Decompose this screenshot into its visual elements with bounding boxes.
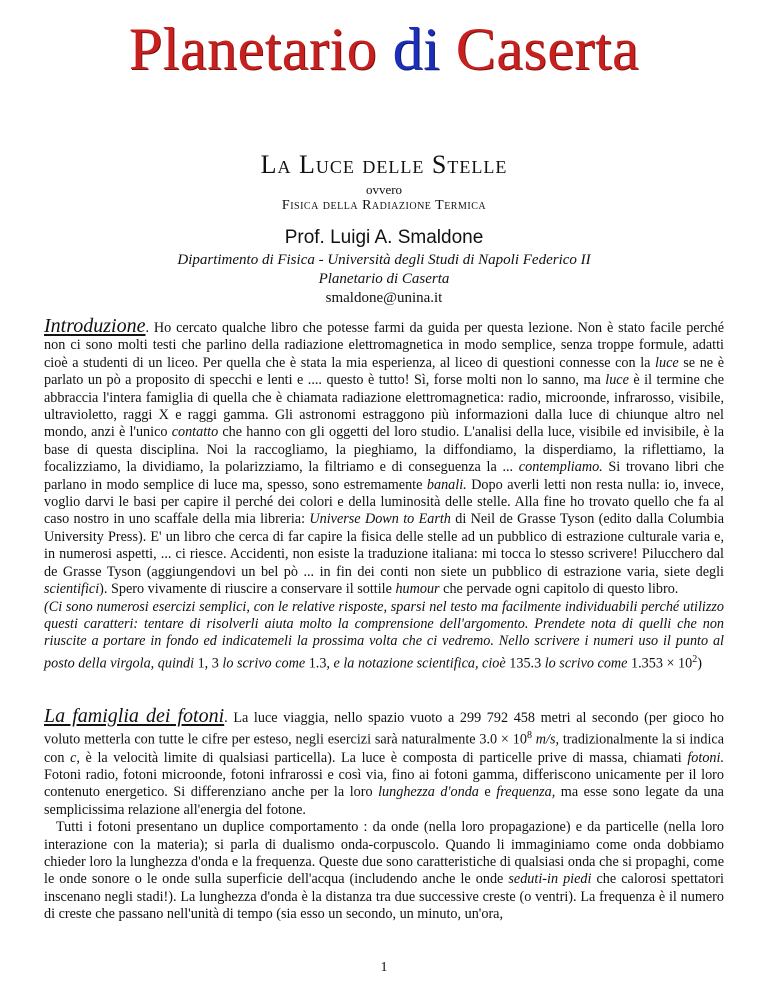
title-connector: ovvero xyxy=(365,182,403,197)
fotoni-paragraph-1 xyxy=(44,705,725,819)
author-name: Prof. Luigi A. Smaldone xyxy=(284,227,484,248)
fotoni-emph: lunghezza d'onda xyxy=(378,784,479,801)
fotoni-text: ma esse sono legate da una semplicissima relazione all'energia del fotone. xyxy=(44,784,724,818)
intro-text: è il termine che abbraccia l'intera famiglia di quella che è chiamata radiazione elettromagnetica: radio, microonde, infrarosso, visibile, ultravioletto, raggi X e raggi gamma. Gli astronomi estraggono più informazioni dalla luce di chiunque altro nel mondo, anzi è l'unico xyxy=(44,372,724,441)
intro-text: che hanno con gli oggetti del loro studio. L'analisi della luce, visibile ed invisibile, è la base di questa disciplina. Noi la raccogliamo, la pieghiamo, la diffondiamo, la disperdiamo, la riflettiamo, la focalizziamo, la dividiamo, la polarizziamo, la filtriamo e di conseguenza la ... xyxy=(44,424,724,476)
affiliation-institution: Planetario di Caserta xyxy=(318,271,450,287)
fotoni-paragraph-2 xyxy=(44,819,724,923)
fotoni-emph: seduti-in piedi xyxy=(508,871,592,888)
exercise-text: lo scrivo come xyxy=(218,655,309,672)
exercise-number: 1.353 × 10 xyxy=(631,655,693,672)
exercise-number: 1, 3 xyxy=(197,655,219,672)
author-email: smaldone@unina.it xyxy=(325,290,443,306)
paper-title: La Luce delle Stelle xyxy=(260,150,508,179)
fotoni-text: Fotoni radio, fotoni microonde, fotoni infrarossi e così via, fino ai fotoni gamma, differiscono unicamente per il loro contenuto energetico. Si differenziano anche per la loro xyxy=(44,766,724,801)
intro-text: . Ho cercato qualche libro che potesse farmi da guida per questa lezione. Non è stato facile perché non ci sono molti testi che parlino della radiazione elettromagnetica in modo semplice, senza troppe formule, adatti cioè a studenti di un liceo. Per quella che è stata la mia esperienza, al liceo di questioni connesse con la xyxy=(44,320,724,371)
logo-word-di: di xyxy=(392,16,441,82)
exercise-number: 135.3 xyxy=(509,655,542,672)
intro-emph: humour xyxy=(395,581,440,598)
exercise-note xyxy=(44,599,724,673)
intro-text: Dopo averli letti non resta nulla: io, invece, voglio darvi le basi per capire il perché dei colori e della luminosità delle stelle. Alla fine ho trovato quello che fa al caso nostro in uno scaffale della mia libreria: xyxy=(44,476,724,528)
fotoni-emph: fotoni. xyxy=(687,749,724,766)
exercise-text: ) xyxy=(697,655,702,672)
intro-emph: banali. xyxy=(426,476,467,493)
intro-text: se ne è parlato un pò a proposito di specchi e lenti e .... questo è tutto! Sì, forse molti non lo sanno, ma xyxy=(44,354,724,389)
exercise-text: lo scrivo come xyxy=(541,655,632,672)
logo-word-caserta: Caserta xyxy=(440,16,640,82)
intro-emph: luce xyxy=(605,372,629,389)
exercise-text: (Ci sono numerosi esercizi semplici, con le relative risposte, sparsi nel testo ma facilmente individuabili perché utilizzo questi caratteri: tentare di risolverli aiuta molto la comprensione dell'argomento. Prendete nota di quelli che non riuscite a portare in fondo ed indicatemeli la prossima volta che ci vedremo. Nello scrivere i numeri uso il punto al posto della virgola, quindi xyxy=(44,598,724,672)
fotoni-text: che calorosi spettatori inscenano negli stadi!). La lunghezza d'onda è la distanza tra due successive creste (o ventri). La frequenza è il numero di creste che passano nell'unità di tempo (sia esso un secondo, un minuto, un'ora, xyxy=(44,871,724,923)
fotoni-text: , tradizionalmente la si indica con xyxy=(44,732,725,766)
fotoni-exponent: 8 xyxy=(526,730,532,742)
intro-text: Si trovano libri che parlano in modo semplice di luce ma, spesso, sono estremamente xyxy=(44,459,724,493)
planetario-logo xyxy=(0,16,768,82)
logo-word-planetario: Planetario xyxy=(128,16,393,82)
intro-paragraph xyxy=(44,315,725,599)
page-number: 1 xyxy=(380,960,388,975)
exercise-text: , e la notazione scientifica, cioè xyxy=(326,655,510,672)
exercise-number: 1.3 xyxy=(308,655,327,672)
intro-emph: contatto xyxy=(171,424,219,441)
fotoni-text: e xyxy=(478,784,497,801)
intro-emph: luce xyxy=(655,354,679,371)
section-heading-introduzione: Introduzione xyxy=(44,315,146,337)
intro-emph: contempliamo. xyxy=(518,459,603,476)
paper-subtitle: Fisica della Radiazione Termica xyxy=(281,198,487,213)
fotoni-variable: c xyxy=(70,749,77,766)
intro-text: ). Spero vivamente di riuscire a conservare il sottile xyxy=(99,581,396,598)
section-heading-fotoni: La famiglia dei fotoni xyxy=(44,705,225,727)
fotoni-text: . La luce viaggia, nello spazio vuoto a 299 792 458 metri al secondo (per gioco ho voluto metterla con tutte le cifre per esteso, negli esercizi sarà naturalmente 3.0 × 10 xyxy=(44,710,724,749)
fotoni-text: , è la velocità limite di qualsiasi particella). La luce è composta di particelle prive di massa, chiamati xyxy=(76,749,688,766)
section-famiglia-fotoni xyxy=(44,705,725,924)
intro-text: che pervade ogni capitolo di questo libro. xyxy=(439,581,679,598)
intro-emph: scientifici xyxy=(44,581,100,598)
book-title: Universe Down to Earth xyxy=(309,511,451,528)
fotoni-emph: frequenza, xyxy=(496,784,556,801)
intro-text: di Neil de Grasse Tyson (edito dalla Columbia University Press). E' un libro che cerca di far capire la fisica delle stelle ad un pubblico di estrazione culturale varia e, in numerosi aspetti, ... ci riesce. Accidenti, non esiste la traduzione italiana: mi tocca lo stesso scrivere! Pilucchero dal de Grasse Tyson (aggiungendovi un bel pò ... in fin dei conti non siete un pubblico di estrazione varia, siete degli xyxy=(44,511,725,580)
author-affiliation xyxy=(0,251,768,308)
affiliation-department: Dipartimento di Fisica - Università degli Studi di Napoli Federico II xyxy=(177,252,591,268)
fotoni-text: Tutti i fotoni presentano un duplice comportamento : da onde (nella loro propagazione) e da particelle (nella loro interazione con la materia); si parla di dualismo onda-corpuscolo. Quando li immaginiamo come onda dobbiamo chieder loro la lunghezza d'onda e la frequenza. Queste due sono caratteristiche di qualsiasi onda che si propaghi, come le onde sonore o le onde sulla superficie dell'acqua (includendo anche le onde xyxy=(44,819,724,888)
exercise-exponent: 2 xyxy=(692,653,698,665)
fotoni-unit: m/s xyxy=(535,732,556,749)
section-introduzione xyxy=(44,315,725,673)
